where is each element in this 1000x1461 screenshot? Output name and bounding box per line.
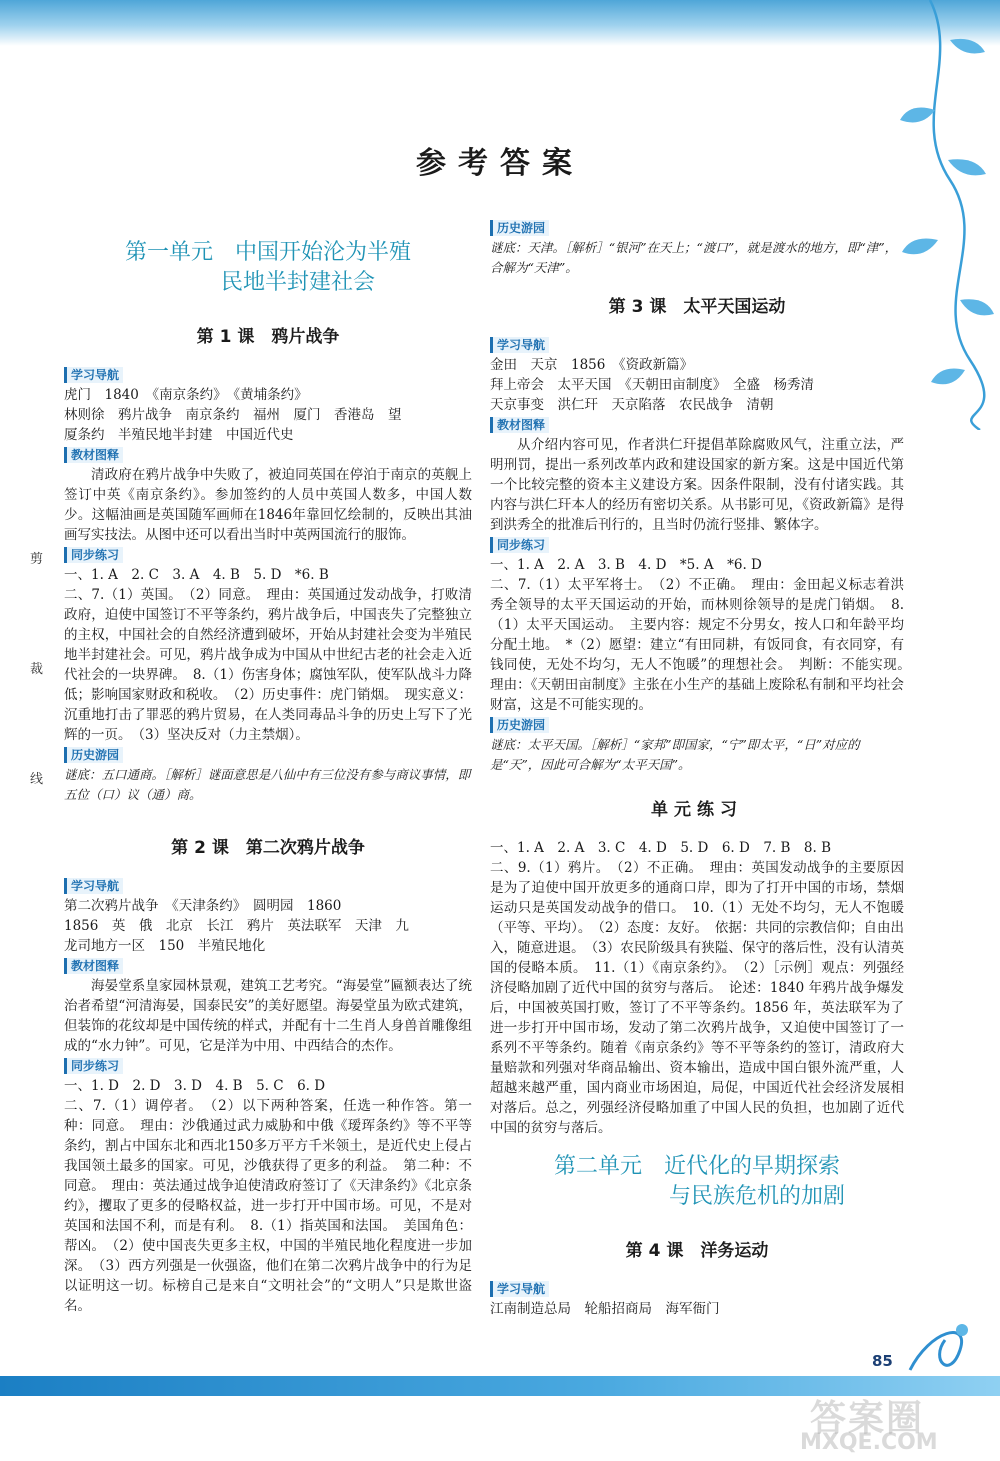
cut-line-label: 裁	[30, 662, 44, 677]
guide-line: 江南制造总局 轮船招商局 海军衙门	[490, 1301, 720, 1317]
unit-title-line: 第二单元 近代化的早期探索	[553, 1154, 840, 1179]
guide-line: 第二次鸦片战争 《天津条约》 圆明园 1860	[64, 898, 342, 914]
answer-paragraph: 二、9.（1）鸦片。 （2）不正确。 理由：英国发动战争的主要原因是为了迫使中国开放更多的通商口岸，即为了打开中国的市场，禁烟运动只是英国发动战争的借口。 10.（1）无处不均匀，无人不饱暖（平等、平均）。 （2）态度：友好。 依据：共同的宗教信仰；自由出入，随意进退。 （3）农民阶级具有狭隘、保守的落后性，没有认清英国的侵略本质。 11.（1）《南京条约》。 （2）［示例］观点：列强经济侵略加剧了近代中国的贫穷与落后。 论述：1840 年鸦片战争爆发后，中国被英国打败，签订了不平等条约。1856 年，英法联军为了进一步打开中国市场，发动了第二次鸦片战争，又迫使中国签订了一系列不平等条约。随着《南京条约》等不平等条约的签订，清政府大量赔款和列强对华商品输出、资本输出，造成中国白银外流严重，人超越来越严重，国内商业市场困迫，局促，中国近代社会经济发展相对落后。总之，列强经济侵略加重了中国人民的负担，也加剧了近代中国的贫穷与落后。	[490, 860, 904, 1136]
section-tag: 同步练习	[64, 1058, 123, 1074]
left-column	[64, 238, 472, 1316]
guide-line: 天京事变 洪仁玕 天京陷落 农民战争 清朝	[490, 397, 774, 413]
unit-title	[64, 238, 472, 298]
section-tag: 历史游园	[490, 220, 549, 236]
unit-title-line: 第一单元 中国开始沦为半殖	[124, 240, 411, 265]
figure-explanation: 清政府在鸦片战争中失败了，被迫同英国在停泊于南京的英舰上签订中英《南京条约》。参加签约的人员中英国人数多，中国人数少。这幅油画是英国随军画师在1846年靠回忆绘制的，反映出其油画写实技法。从图中还可以看出当时中英两国流行的服饰。	[64, 467, 472, 543]
section-tag: 学习导航	[64, 878, 123, 894]
riddle-answer: 谜底：五口通商。［解析］谜面意思是八仙中有三位没有参与商议事情，即五位（口）议（通）商。	[64, 767, 471, 802]
answer-paragraph: 二、7.（1）太平军将士。 （2）不正确。 理由：金田起义标志着洪秀全领导的太平天国运动的开始，而林则徐领导的是虎门销烟。 8.（1）太平天国运动。 主要内容：规定不分男女，按人口和年龄平均分配土地。 *（2）愿望：建立“有田同耕，有饭同食，有衣同穿，有钱同使，无处不均匀，无人不饱暖”的理想社会。 判断：不能实现。 理由：《天朝田亩制度》主张在小生产的基础上废除私有制和平均社会财富，这是不可能实现的。	[490, 577, 918, 713]
top-decorative-band	[0, 0, 1000, 46]
right-column	[490, 218, 918, 1319]
section-tag: 同步练习	[64, 547, 123, 563]
answer-paragraph: 二、7.（1）英国。 （2）同意。 理由：英国通过发动战争，打败清政府，迫使中国签订不平等条约，鸦片战争后，中国丧失了完整独立的主权，中国社会的自然经济遭到破坏，开始从封建社会变为半殖民地半封建社会。可见，鸦片战争成为中国从中世纪古老的社会走入近代社会的一块界碑。 8.（1）伤害身体；腐蚀军队，使军队战斗力降低；影响国家财政和税收。 （2）历史事件：虎门销烟。 现实意义：沉重地打击了罪恶的鸦片贸易，在人类同毒品斗争的历史上写下了光辉的一页。 （3）坚决反对（力主禁烟）。	[64, 587, 472, 743]
figure-explanation: 海晏堂系皇家园林景观，建筑工艺考究。“海晏堂”匾额表达了统治者希望“河清海晏，国泰民安”的美好愿望。海晏堂虽为欧式建筑，但装饰的花纹却是中国传统的样式，并配有十二生肖人身兽首雕像组成的“水力钟”。可见，它是洋为中用、中西结合的杰作。	[64, 978, 472, 1054]
unit-practice-title: 单元练习	[651, 800, 743, 820]
guide-line: 林则徐 鸦片战争 南京条约 福州 厦门 香港岛 望	[64, 407, 402, 423]
lesson-title: 第 2 课 第二次鸦片战争	[171, 838, 365, 858]
watermark-logo: 答案圈	[810, 1398, 925, 1439]
figure-explanation: 从介绍内容可见，作者洪仁玕提倡革除腐败风气，注重立法，严明刑罚，提出一系列改革内政和建设国家的新方案。这是中国近代第一个比较完整的资本主义建设方案。因条件限制，没有付诸实践。其内容与洪仁玕本人的经历有密切关系。从书影可见，《资政新篇》是得到洪秀全的批准后刊行的，且当时仍流行竖排、繁体字。	[490, 437, 904, 533]
section-tag: 教材图释	[64, 447, 123, 463]
answer-paragraph: 二、7.（1）调停者。 （2）以下两种答案，任选一种作答。第一种：同意。 理由：沙俄通过武力威胁和中俄《瑷珲条约》等不平等条约，割占中国东北和西北150多万平方千米领土，是近代史上侵占我国领土最多的国家。可见，沙俄获得了更多的利益。 第二种：不同意。 理由：英法通过战争迫使清政府签订了《天津条约》《北京条约》，攫取了更多的侵略权益，进一步打开中国市场。可见，不是对英国和法国不利，而是有利。 8.（1）指英国和法国。 美国角色：帮凶。 （2）使中国丧失更多主权，中国的半殖民地化程度进一步加深。 （3）西方列强是一伙强盗，他们在第二次鸦片战争中的行为足以证明这一切。标榜自己是来自“文明社会”的“文明人”只是欺世盗名。	[64, 1098, 472, 1314]
answer-line: 一、1. D 2. D 3. D 4. B 5. C 6. D	[64, 1078, 326, 1094]
lesson-title: 第 3 课 太平天国运动	[608, 297, 786, 317]
unit-title	[490, 1152, 904, 1212]
vine-decoration-icon	[890, 0, 1000, 430]
lesson-title: 第 4 课 洋务运动	[625, 1241, 769, 1261]
section-tag: 教材图释	[490, 417, 549, 433]
guide-line: 1856 英 俄 北京 长江 鸦片 英法联军 天津 九	[64, 918, 409, 934]
unit-title-line: 民地半封建社会	[220, 270, 375, 295]
riddle-answer: 谜底：天津。［解析］“银河”在天上；“渡口”，就是渡水的地方，即“津”，合解为“天津”。	[490, 240, 898, 275]
cut-line-label: 线	[30, 772, 44, 787]
swirl-decoration-icon	[900, 1310, 990, 1380]
guide-line: 龙司地方一区 150 半殖民地化	[64, 938, 266, 954]
guide-line: 虎门 1840 《南京条约》 《黄埔条约》	[64, 387, 308, 403]
section-tag: 学习导航	[490, 1281, 549, 1297]
answer-line: 一、1. A 2. A 3. C 4. D 5. D 6. D 7. B 8. B	[490, 840, 832, 856]
unit-title-line: 与民族危机的加剧	[668, 1184, 845, 1209]
section-tag: 学习导航	[490, 337, 549, 353]
cut-line-label: 剪	[30, 552, 44, 567]
section-tag: 历史游园	[490, 717, 549, 733]
section-tag: 同步练习	[490, 537, 549, 553]
guide-line: 厦条约 半殖民地半封建 中国近代史	[64, 427, 294, 443]
page-number: 85	[872, 1352, 893, 1370]
guide-line: 金田 天京 1856 《资政新篇》	[490, 357, 694, 373]
page-title: 参考答案	[416, 146, 584, 181]
lesson-title: 第 1 课 鸦片战争	[196, 327, 340, 347]
answer-line: 一、1. A 2. C 3. A 4. B 5. D *6. B	[64, 567, 329, 583]
section-tag: 学习导航	[64, 367, 123, 383]
watermark-url: MXQE.COM	[800, 1430, 938, 1455]
section-tag: 历史游园	[64, 747, 123, 763]
section-tag: 教材图释	[64, 958, 123, 974]
riddle-answer: 谜底：太平天国。［解析］“家邦”即国家，“宁”即太平，“日”对应的是“天”，因此可合解为“太平天国”。	[490, 737, 860, 772]
answer-line: 一、1. A 2. A 3. B 4. D *5. A *6. D	[490, 557, 762, 573]
guide-line: 拜上帝会 太平天国 《天朝田亩制度》 全盛 杨秀清	[490, 377, 814, 393]
